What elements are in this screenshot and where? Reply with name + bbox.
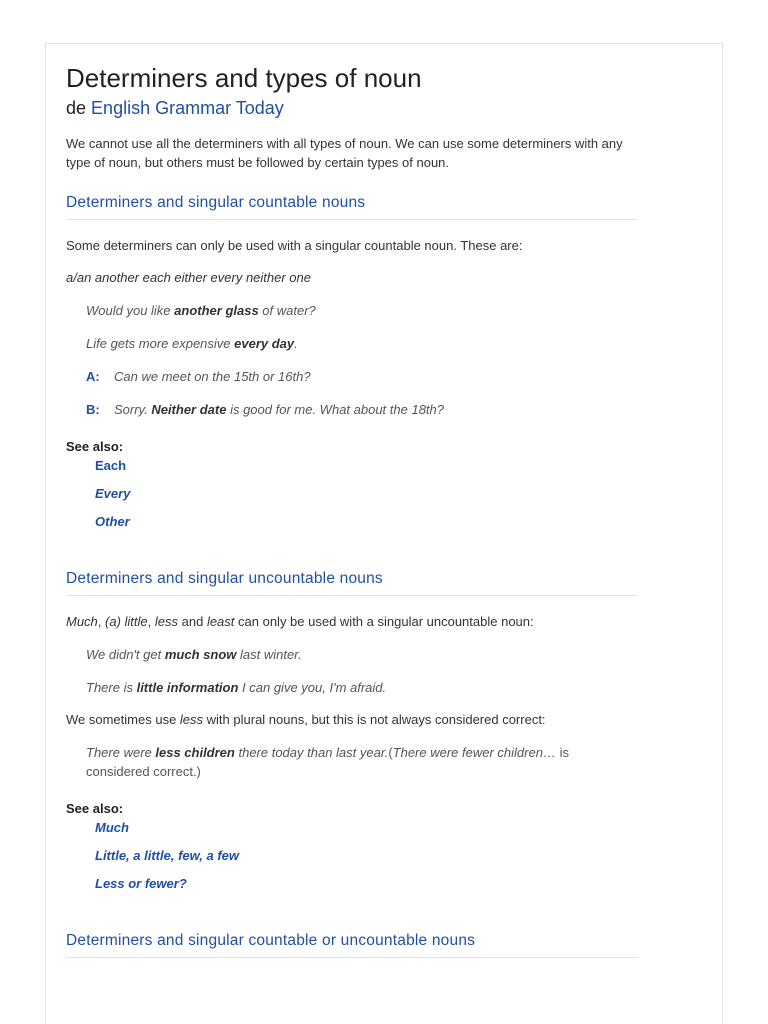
determiner-list: a/an another each either every neither one: [66, 270, 312, 285]
section1-lead: Some determiners can only be used with a singular countable noun. These are:: [66, 238, 523, 253]
example-sentence: There is little information I can give you, I'm afraid.: [86, 680, 387, 695]
section2-note: We sometimes use less with plural nouns, but this is not always considered correct:: [66, 712, 546, 727]
dialog-text: Can we meet on the 15th or 16th?: [114, 369, 311, 384]
see-also-link-each[interactable]: Each: [95, 458, 127, 473]
example-sentence: There were less children there today than last year.(There were fewer children… is considered correct.): [86, 745, 569, 779]
source-link[interactable]: English Grammar Today: [91, 98, 284, 118]
article: [66, 62, 638, 949]
dialog-line-a: [86, 367, 658, 386]
see-also-label: See also:: [66, 439, 124, 454]
see-also-link-little[interactable]: Little, a little, few, a few: [95, 848, 239, 863]
example-sentence: Would you like another glass of water?: [86, 303, 316, 318]
example-sentence: Life gets more expensive every day.: [86, 336, 298, 351]
speaker-b: B:: [86, 402, 100, 417]
intro-paragraph: We cannot use all the determiners with all types of noun. We can use some determiners with any type of noun, but others must be followed by certain types of noun.: [66, 136, 623, 170]
see-also-link-every[interactable]: Every: [95, 486, 131, 501]
section-heading-singular-uncountable: Determiners and singular uncountable nouns: [66, 569, 638, 596]
byline: [66, 96, 638, 120]
see-also-link-much[interactable]: Much: [95, 820, 129, 835]
dialog-line-b: [86, 400, 658, 419]
see-also-link-less-or-fewer[interactable]: Less or fewer?: [95, 876, 187, 891]
section-heading-singular-countable: Determiners and singular countable nouns: [66, 193, 638, 220]
page-title: Determiners and types of noun: [66, 63, 422, 93]
section-heading-countable-or-uncountable: Determiners and singular countable or uncountable nouns: [66, 931, 638, 958]
page-card: [45, 43, 723, 1024]
section2-lead: Much, (a) little, less and least can only be used with a singular uncountable noun:: [66, 614, 534, 629]
see-also-label: See also:: [66, 801, 124, 816]
speaker-a: A:: [86, 369, 100, 384]
example-sentence: We didn't get much snow last winter.: [86, 647, 302, 662]
dialog-text: Sorry. Neither date is good for me. What about the 18th?: [114, 402, 444, 417]
byline-prefix: de: [66, 98, 87, 118]
see-also-link-other[interactable]: Other: [95, 514, 130, 529]
